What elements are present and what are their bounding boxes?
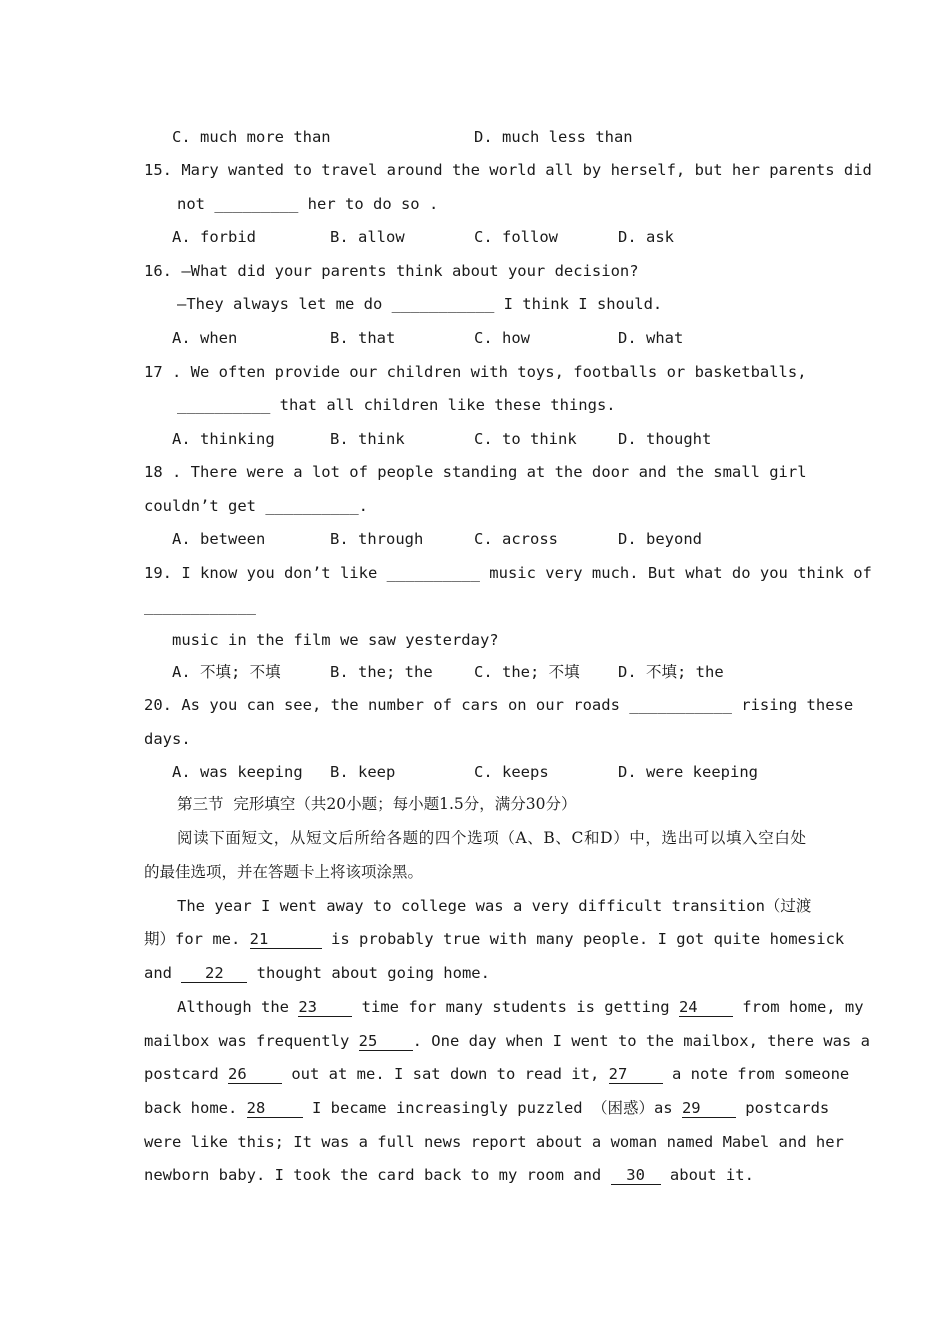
q18-option-c: C. across xyxy=(474,530,558,548)
section3-instruction-line1: 阅读下面短文，从短文后所给各题的四个选项（A、B、C和D）中，选出可以填入空白处 xyxy=(177,829,806,847)
q18-option-a: A. between xyxy=(172,530,266,548)
q15-option-b: B. allow xyxy=(330,228,405,246)
q15-blank: _________ xyxy=(214,195,299,213)
blank-28: 28 xyxy=(247,1099,303,1118)
q19-option-d: D. 不填; the xyxy=(618,663,724,681)
q16-option-c: C. how xyxy=(474,329,530,347)
passage-p2-line6: newborn baby. I took the card back to my room and 30 about it. xyxy=(144,1166,754,1184)
q17-option-c: C. to think xyxy=(474,430,577,448)
q14-option-c: C. much more than xyxy=(172,128,331,146)
blank-30: 30 xyxy=(611,1166,661,1185)
q16-stem-line2: —They always let me do ___________ I think I should. xyxy=(177,295,663,313)
passage-p2-line1: Although the 23 time for many students is getting 24 from home, my xyxy=(177,998,864,1016)
blank-26: 26 xyxy=(228,1065,282,1084)
q16-option-a: A. when xyxy=(172,329,238,347)
section3-title: 第三节 完形填空（共20小题；每小题1.5分，满分30分） xyxy=(177,795,577,813)
blank-21: 21 xyxy=(250,930,322,949)
q15-option-a: A. forbid xyxy=(172,228,256,246)
q19-option-c: C. the; 不填 xyxy=(474,663,580,681)
q15-stem: 15. Mary wanted to travel around the world all by herself, but her parents did xyxy=(144,161,872,179)
q19-option-b: B. the; the xyxy=(330,663,433,681)
q17-option-d: D. thought xyxy=(618,430,712,448)
passage-p1-line1: The year I went away to college was a very difficult transition（过渡 xyxy=(177,897,812,915)
q18-stem-line2: couldn’t get __________. xyxy=(144,497,368,515)
q17-option-b: B. think xyxy=(330,430,405,448)
q19-option-a: A. 不填; 不填 xyxy=(172,663,281,681)
passage-p2-line3: postcard 26 out at me. I sat down to read it, 27 a note from someone xyxy=(144,1065,850,1083)
blank-24: 24 xyxy=(679,998,733,1017)
blank-23: 23 xyxy=(298,998,352,1017)
q15-option-d: D. ask xyxy=(618,228,674,246)
q17-stem: 17 . We often provide our children with toys, footballs or basketballs, xyxy=(144,363,807,381)
q18-blank: __________ xyxy=(265,497,359,515)
q14-option-d: D. much less than xyxy=(474,128,633,146)
q20-option-a: A. was keeping xyxy=(172,763,303,781)
blank-27: 27 xyxy=(609,1065,663,1084)
q15-option-c: C. follow xyxy=(474,228,558,246)
q20-stem-line2: days. xyxy=(144,730,191,748)
q19-stem: 19. I know you don’t like __________ music very much. But what do you think of xyxy=(144,564,872,582)
passage-p1-line2: 期）for me. 21 is probably true with many people. I got quite homesick xyxy=(144,930,845,948)
q16-stem: 16. —What did your parents think about your decision? xyxy=(144,262,639,280)
q17-stem-line2: __________ that all children like these things. xyxy=(177,396,616,414)
q17-option-a: A. thinking xyxy=(172,430,275,448)
passage-p1-line3: and 22 thought about going home. xyxy=(144,964,490,982)
passage-p2-line4: back home. 28 I became increasingly puzzled （困惑）as 29 postcards xyxy=(144,1099,830,1117)
section3-instruction-line2: 的最佳选项，并在答题卡上将该项涂黑。 xyxy=(144,863,424,881)
q18-option-d: D. beyond xyxy=(618,530,702,548)
blank-25: 25 xyxy=(359,1032,413,1051)
q15-stem-line2: not _________ her to do so . xyxy=(177,195,439,213)
q18-stem: 18 . There were a lot of people standing at the door and the small girl xyxy=(144,463,807,481)
q20-option-c: C. keeps xyxy=(474,763,549,781)
passage-p2-line2: mailbox was frequently 25 . One day when I went to the mailbox, there was a xyxy=(144,1032,870,1050)
q16-option-b: B. that xyxy=(330,329,396,347)
blank-29: 29 xyxy=(682,1099,736,1118)
q16-option-d: D. what xyxy=(618,329,684,347)
q18-option-b: B. through xyxy=(330,530,424,548)
q19-stem-line3: music in the film we saw yesterday? xyxy=(172,631,499,649)
q20-option-d: D. were keeping xyxy=(618,763,758,781)
q20-stem: 20. As you can see, the number of cars on our roads ___________ rising these xyxy=(144,696,854,714)
q17-blank: __________ xyxy=(177,396,271,414)
q19-blank-line: ____________ xyxy=(144,597,256,615)
passage-p2-line5: were like this; It was a full news report about a woman named Mabel and her xyxy=(144,1133,844,1151)
q16-blank: ___________ xyxy=(391,295,495,313)
blank-22: 22 xyxy=(181,964,247,983)
q20-option-b: B. keep xyxy=(330,763,396,781)
